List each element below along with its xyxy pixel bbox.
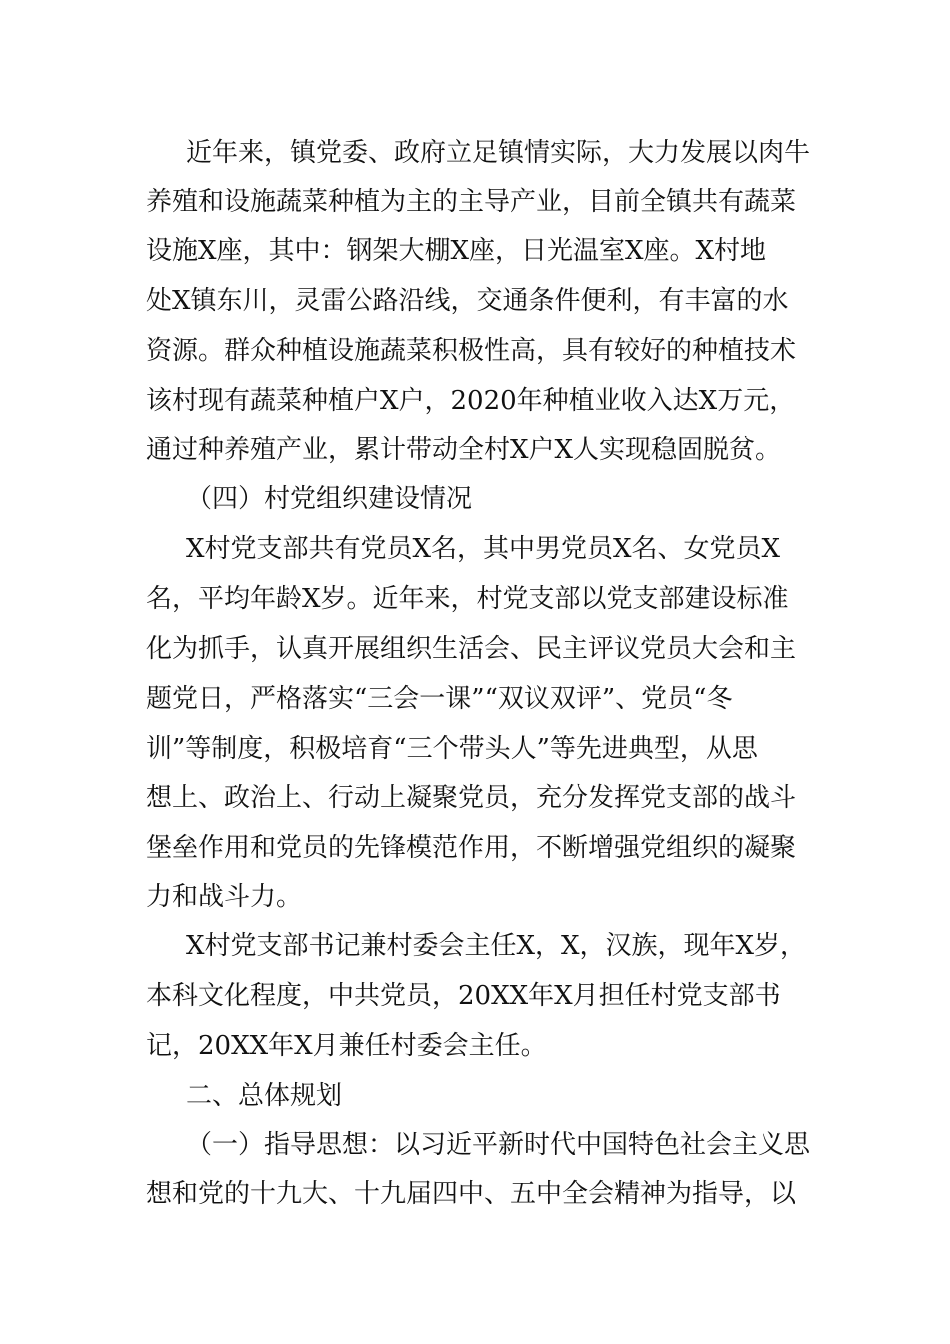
paragraph-line: 化为抓手，认真开展组织生活会、民主评议党员大会和主 [146, 634, 797, 664]
paragraph-line: 资源。群众种植设施蔬菜积极性高，具有较好的种植技术 [146, 336, 797, 366]
paragraph-line: 通过种养殖产业，累计带动全村X户X人实现稳固脱贫。 [146, 435, 782, 465]
paragraph-line: 训”等制度，积极培育“三个带头人”等先进典型，从思 [146, 734, 758, 764]
paragraph-line: 题党日，严格落实“三会一课”“双议双评”、党员“冬 [146, 684, 733, 714]
section-heading: （四）村党组织建设情况 [186, 484, 473, 514]
paragraph-line: 想和党的十九大、十九届四中、五中全会精神为指导，以 [146, 1179, 797, 1209]
paragraph-line: 力和战斗力。 [146, 882, 303, 912]
section-heading: 二、总体规划 [186, 1081, 343, 1111]
paragraph-line: 本科文化程度，中共党员，20XX年X月担任村党支部书 [146, 981, 781, 1011]
paragraph-line: （一）指导思想：以习近平新时代中国特色社会主义思 [186, 1130, 811, 1160]
paragraph-line: 堡垒作用和党员的先锋模范作用，不断增强党组织的凝聚 [146, 833, 797, 863]
paragraph-line: X村党支部书记兼村委会主任X，X，汉族，现年X岁， [186, 931, 807, 961]
paragraph-line: 设施X座，其中：钢架大棚X座，日光温室X座。X村地 [146, 236, 767, 266]
paragraph-line: 名，平均年龄X岁。近年来，村党支部以党支部建设标准 [146, 584, 789, 614]
paragraph-line: 记，20XX年X月兼任村委会主任。 [146, 1031, 547, 1061]
paragraph-line: 该村现有蔬菜种植户X户，2020年种植业收入达X万元， [146, 386, 796, 416]
paragraph-line: X村党支部共有党员X名，其中男党员X名、女党员X [186, 534, 781, 564]
paragraph-line: 处X镇东川，灵雷公路沿线，交通条件便利，有丰富的水 [146, 286, 789, 316]
paragraph-line: 想上、政治上、行动上凝聚党员，充分发挥党支部的战斗 [146, 783, 797, 813]
paragraph-line: 近年来，镇党委、政府立足镇情实际，大力发展以肉牛 [186, 138, 811, 168]
paragraph-line: 养殖和设施蔬菜种植为主的主导产业，目前全镇共有蔬菜 [146, 187, 797, 217]
